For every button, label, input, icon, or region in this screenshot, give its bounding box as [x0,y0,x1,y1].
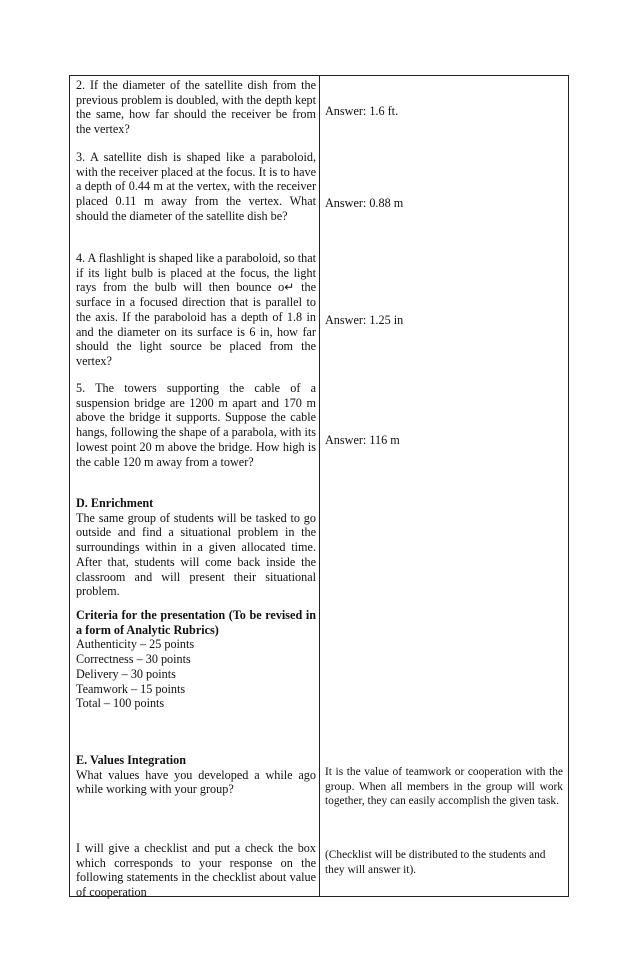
answer-4: Answer: 1.25 in [325,313,404,327]
column-divider [319,76,320,896]
checklist-instruction: I will give a checklist and put a check the box which corresponds to your response on the following statements in the checklist about value of cooperation [76,841,316,900]
criteria-item: Teamwork – 15 points [76,681,186,696]
criteria-heading: Criteria for the presentation (To be revised in a form of Analytic Rubrics) [76,608,316,637]
criteria-item: Delivery – 30 points [76,666,176,681]
values-answer: It is the value of teamwork or cooperation with the group. When all members in the group will work together, they can easily accomplish the given task. [325,766,563,808]
criteria-section [76,608,316,711]
answer-2: Answer: 1.6 ft. [325,104,399,118]
lesson-table [69,75,569,900]
enrichment-text: The same group of students will be tasked to go outside and find a situational problem in the surroundings within in a given allocated time. After that, students will come back inside the classroom and will present their situational problem. [76,510,316,599]
question-4: 4. A flashlight is shaped like a paraboloid, so that if its light bulb is placed at the focus, the light rays from the bulb will then bounce o↵ the surface in a focused direction that is parallel to the axis. If the paraboloid has a depth of 1.8 in and the diameter on its surface is 6 in, how far should the light source be placed from the vertex? [76,251,316,368]
question-2: 2. If the diameter of the satellite dish from the previous problem is doubled, with the depth kept the same, how far should the receiver be from the vertex? [76,78,316,137]
values-heading: E. Values Integration [76,753,187,767]
enrichment-heading: D. Enrichment [76,496,154,510]
values-question: What values have you developed a while ago while working with your group? [76,767,316,797]
answer-3: Answer: 0.88 m [325,196,404,210]
criteria-total: Total – 100 points [76,696,165,711]
checklist-note: (Checklist will be distributed to the students and they will answer it). [325,849,546,876]
criteria-item: Correctness – 30 points [76,652,191,667]
question-5: 5. The towers supporting the cable of a suspension bridge are 1200 m apart and 170 m above the bridge it supports. Suppose the cable hangs, following the shape of a parabola, with its lowest point 20 m above the bridge. How high is the cable 120 m away from a tower? [76,381,316,469]
values-section [76,753,316,797]
criteria-item: Authenticity – 25 points [76,637,195,652]
question-3: 3. A satellite dish is shaped like a paraboloid, with the receiver placed at the focus. It is to have a depth of 0.44 m at the vertex, with the receiver placed 0.11 m away from the vertex. What should the diameter of the satellite dish be? [76,150,316,223]
answer-5: Answer: 116 m [325,433,400,447]
enrichment-section [76,496,316,599]
